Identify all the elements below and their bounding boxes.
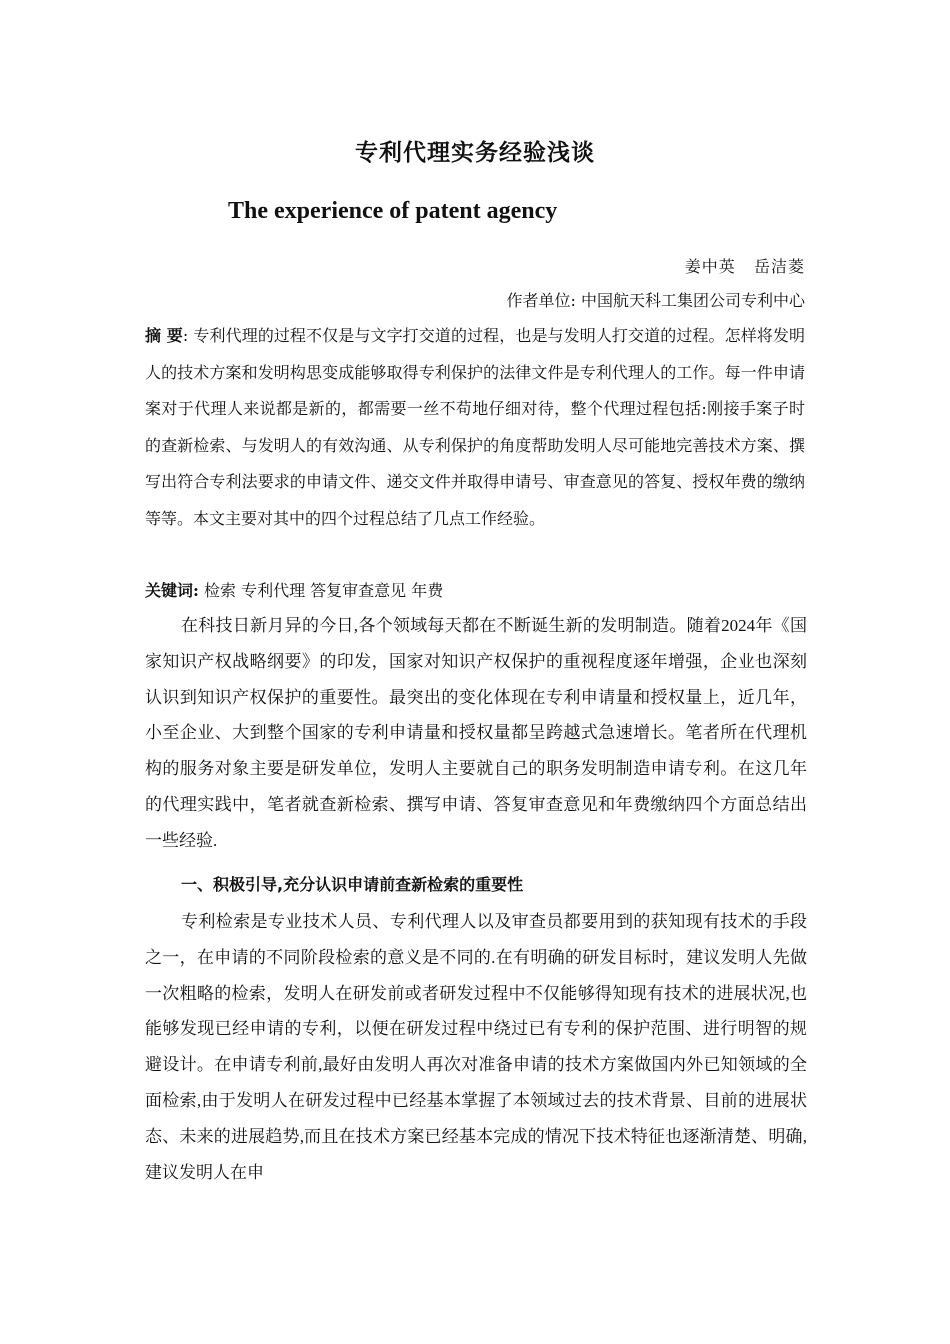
abstract-text: : 专利代理的过程不仅是与文字打交道的过程，也是与发明人打交道的过程。怎样将发明人的技术方案和发明构思变成能够取得专利保护的法律文件是专利代理人的工作。每一件申请案对于代理人来说都是新的，都需要一丝不苟地仔细对待，整个代理过程包括:刚接手案子时的查新检索、与发明人的有效沟通、从专利保护的角度帮助发明人尽可能地完善技术方案、撰写出符合专利法要求的申请文件、递交文件并取得申请号、审查意见的答复、授权年费的缴纳等等。本文主要对其中的四个过程总结了几点工作经验。 — [145, 326, 805, 528]
keywords-label: 关键词: — [145, 581, 199, 600]
author-affiliation: 作者单位: 中国航天科工集团公司专利中心 — [506, 291, 805, 310]
section-heading-1: 一、积极引导,充分认识申请前查新检索的重要性 — [181, 875, 524, 894]
keywords-text: 检索 专利代理 答复审查意见 年费 — [198, 581, 444, 600]
document-title-english: The experience of patent agency — [228, 198, 558, 224]
abstract-block — [145, 318, 805, 537]
author-names: 姜中英 岳洁菱 — [684, 257, 805, 276]
abstract-label: 摘 要 — [145, 326, 183, 345]
keywords-line — [145, 578, 805, 601]
intro-paragraph: 在科技日新月异的今日,各个领域每天都在不断诞生新的发明制造。随着2024年《国家知识产权战略纲要》的印发，国家对知识产权保护的重视程度逐年增强，企业也深刻认识到知识产权保护的重要性。最突出的变化体现在专利申请量和授权量上，近几年，小至企业、大到整个国家的专利申请量和授权量都呈跨越式急速增长。笔者所在代理机构的服务对象主要是研发单位，发明人主要就自己的职务发明制造申请专利。在这几年的代理实践中，笔者就查新检索、撰写申请、答复审查意见和年费缴纳四个方面总结出一些经验. — [145, 616, 807, 850]
document-title-chinese: 专利代理实务经验浅谈 — [355, 140, 595, 166]
section-1-paragraph: 专利检索是专业技术人员、专利代理人以及审查员都要用到的获知现有技术的手段之一，在申请的不同阶段检索的意义是不同的.在有明确的研发目标时，建议发明人先做一次粗略的检索，发明人在研发前或者研发过程中不仅能够得知现有技术的进展状况,也能够发现已经申请的专利，以便在研发过程中绕过已有专利的保护范围、进行明智的规避设计。在申请专利前,最好由发明人再次对准备申请的技术方案做国内外已知领域的全面检索,由于发明人在研发过程中已经基本掌握了本领域过去的技术背景、目前的进展状态、未来的进展趋势,而且在技术方案已经基本完成的情况下技术特征也逐渐清楚、明确,建议发明人在申 — [145, 912, 807, 1182]
